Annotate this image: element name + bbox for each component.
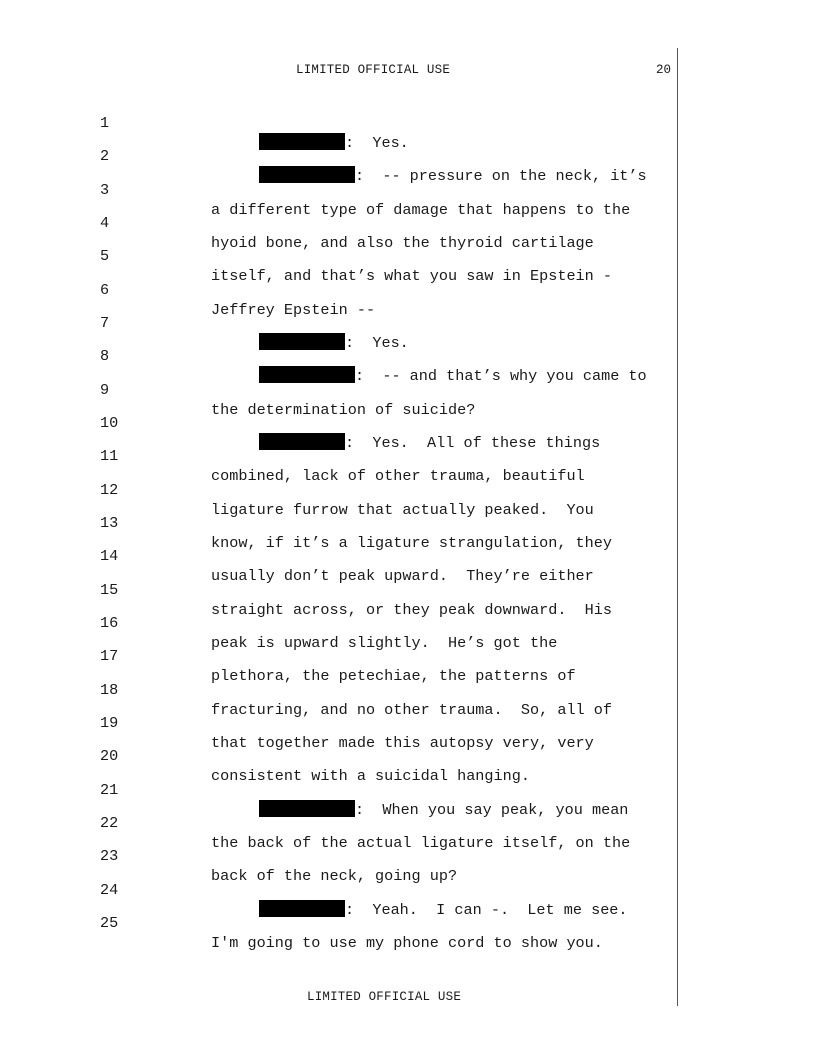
speaker-line [259,333,409,353]
transcript-line-6 [0,260,376,319]
line-text: : When you say peak, you mean [355,801,629,819]
speaker-line [259,366,647,386]
line-number: 3 [100,181,110,199]
line-text: Jeffrey Epstein -- [211,301,376,319]
redaction-box [259,433,345,450]
speaker-line [259,800,628,820]
footer-classification: LIMITED OFFICIAL USE [307,990,462,1004]
line-text: that together made this autopsy very, very [211,734,594,752]
line-number: 7 [100,314,110,332]
speaker-line [259,166,647,186]
line-number: 18 [100,681,119,699]
line-text: the back of the actual ligature itself, on the [211,834,631,852]
line-number: 22 [100,814,119,832]
redaction-box [259,366,355,383]
line-text: straight across, or they peak downward. His [211,601,613,619]
line-number: 12 [100,481,119,499]
line-number: 24 [100,881,119,899]
line-text: hyoid bone, and also the thyroid cartilage [211,234,594,252]
line-number: 21 [100,781,119,799]
line-text: plethora, the petechiae, the patterns of [211,667,576,685]
line-number: 13 [100,514,119,532]
line-number: 20 [100,747,119,765]
transcript-line-1 [0,93,409,152]
speaker-line [259,133,409,153]
line-number: 11 [100,447,119,465]
line-number: 8 [100,347,110,365]
line-text: itself, and that’s what you saw in Epstein - [211,267,613,285]
line-text: fracturing, and no other trauma. So, all of [211,701,613,719]
line-text: combined, lack of other trauma, beautiful [211,467,585,485]
redaction-box [259,333,345,350]
line-number: 17 [100,647,119,665]
line-number: 1 [100,114,110,132]
line-text: usually don’t peak upward. They’re either [211,567,594,585]
redaction-box [259,133,345,150]
line-text: back of the neck, going up? [211,867,458,885]
line-text: : -- and that’s why you came to [355,367,647,385]
line-text: : -- pressure on the neck, it’s [355,167,647,185]
redaction-box [259,900,345,917]
right-margin-rule [677,48,678,1006]
line-text: consistent with a suicidal hanging. [211,767,530,785]
speaker-line [259,900,628,920]
line-number: 25 [100,914,119,932]
transcript-line-9 [0,360,476,419]
page-number: 20 [656,63,672,77]
line-number: 23 [100,847,119,865]
line-number: 6 [100,281,110,299]
line-text: a different type of damage that happens to the [211,201,631,219]
line-number: 10 [100,414,119,432]
line-number: 19 [100,714,119,732]
line-text: : Yes. [345,134,409,152]
line-text: the determination of suicide? [211,401,476,419]
line-text: ligature furrow that actually peaked. You [211,501,594,519]
line-text: : Yes. All of these things [345,434,601,452]
line-number: 5 [100,247,110,265]
line-text: : Yes. [345,334,409,352]
redaction-box [259,166,355,183]
line-text: : Yeah. I can -. Let me see. [345,901,628,919]
redaction-box [259,800,355,817]
line-number: 14 [100,547,119,565]
line-text: know, if it’s a ligature strangulation, they [211,534,613,552]
line-number: 2 [100,147,110,165]
line-number: 9 [100,381,110,399]
line-number: 4 [100,214,110,232]
speaker-line [259,433,600,453]
header-classification: LIMITED OFFICIAL USE [296,63,451,77]
line-text: peak is upward slightly. He’s got the [211,634,558,652]
line-number: 15 [100,581,119,599]
line-number: 16 [100,614,119,632]
line-text: I'm going to use my phone cord to show you. [211,934,603,952]
